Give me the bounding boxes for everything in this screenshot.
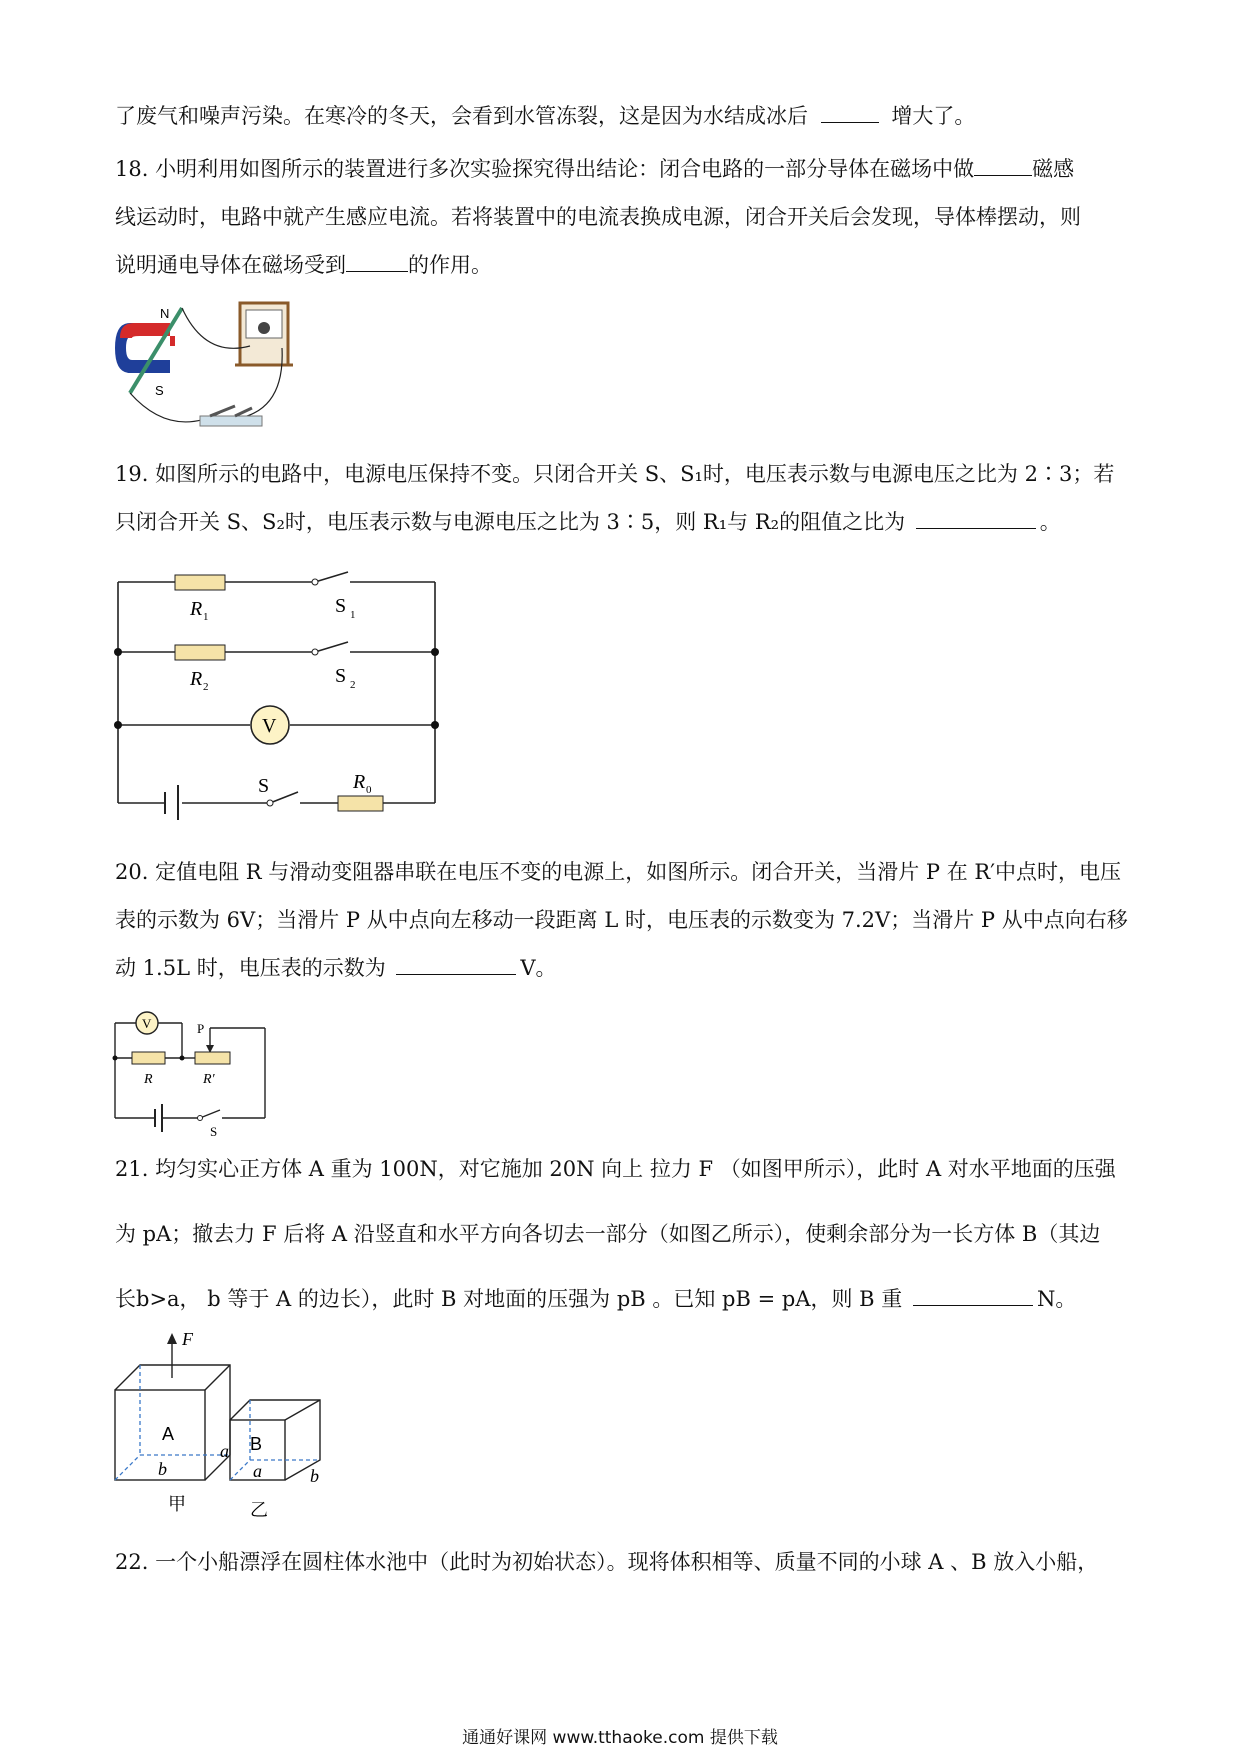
svg-text:乙: 乙 bbox=[250, 1500, 268, 1520]
svg-text:R′: R′ bbox=[203, 1072, 215, 1087]
parallel-circuit-figure bbox=[110, 560, 450, 820]
svg-text:R: R bbox=[144, 1072, 153, 1087]
resistor-r2 bbox=[175, 645, 225, 660]
svg-text:V: V bbox=[142, 1016, 152, 1031]
answer-blank bbox=[821, 102, 879, 123]
answer-blank bbox=[913, 1285, 1033, 1306]
svg-text:P: P bbox=[197, 1021, 205, 1036]
q20-line-1: 20. 定值电阻 R 与滑动变阻器串联在电压不变的电源上，如图所示。闭合开关，当滑片 P 在 R′中点时，电压 bbox=[115, 860, 1121, 884]
knife-switch bbox=[200, 416, 262, 426]
svg-text:a: a bbox=[220, 1441, 229, 1461]
svg-text:0: 0 bbox=[366, 784, 372, 796]
q21-line-2: 为 pA；撤去力 F 后将 A 沿竖直和水平方向各切去一部分（如图乙所示），使剩余部分为一长方体 B（其边 bbox=[115, 1222, 1101, 1246]
cube-figure bbox=[110, 1330, 370, 1520]
svg-text:甲: 甲 bbox=[168, 1494, 186, 1514]
answer-blank bbox=[396, 954, 516, 975]
svg-text:2: 2 bbox=[203, 681, 209, 693]
page-footer: 通通好课网 www.tthaoke.com 提供下载 bbox=[462, 1728, 778, 1748]
svg-text:S: S bbox=[155, 383, 164, 398]
q18-line-3: 说明通电导体在磁场受到 的作用。 bbox=[115, 253, 492, 277]
block-b bbox=[230, 1400, 320, 1480]
q20-line-3: 动 1.5L 时，电压表的示数为 V。 bbox=[115, 956, 557, 980]
q19-line-2: 只闭合开关 S、S₂时，电压表示数与电源电压之比为 3∶5，则 R₁与 R₂的阻值之比为 。 bbox=[115, 510, 1061, 534]
resistor-r bbox=[132, 1052, 165, 1064]
rheostat-r-prime bbox=[195, 1052, 230, 1064]
svg-text:R: R bbox=[190, 598, 203, 620]
svg-text:1: 1 bbox=[203, 611, 209, 623]
svg-text:V: V bbox=[262, 715, 277, 737]
conductor-rod bbox=[130, 308, 182, 393]
force-arrow-icon bbox=[167, 1333, 177, 1344]
resistor-r0 bbox=[338, 796, 383, 811]
meter-dial-icon bbox=[258, 322, 270, 334]
svg-text:b: b bbox=[158, 1459, 167, 1479]
q21-line-3: 长b>a， b 等于 A 的边长），此时 B 对地面的压强为 pB 。已知 pB = pA，则 B 重 N。 bbox=[115, 1287, 1077, 1311]
svg-text:B: B bbox=[250, 1434, 263, 1454]
answer-blank bbox=[346, 251, 408, 272]
svg-text:N: N bbox=[160, 306, 170, 321]
slider-circuit-figure bbox=[110, 1003, 270, 1138]
svg-text:S: S bbox=[210, 1124, 218, 1138]
q22-line-1: 22. 一个小船漂浮在圆柱体水池中（此时为初始状态）。现将体积相等、质量不同的小球 A 、B 放入小船， bbox=[115, 1550, 1099, 1574]
answer-blank bbox=[916, 508, 1036, 529]
svg-text:F: F bbox=[182, 1330, 193, 1349]
q17-line: 了废气和噪声污染。在寒冷的冬天，会看到水管冻裂，这是因为水结成冰后 增大了。 bbox=[115, 104, 976, 128]
svg-text:2: 2 bbox=[350, 679, 356, 691]
q20-line-2: 表的示数为 6V；当滑片 P 从中点向左移动一段距离 L 时，电压表的示数变为 7.2V；当滑片 P 从中点向右移 bbox=[115, 908, 1128, 932]
svg-text:R: R bbox=[190, 668, 203, 690]
svg-text:S: S bbox=[335, 595, 347, 617]
q18-line-2: 线运动时，电路中就产生感应电流。若将装置中的电流表换成电源，闭合开关后会发现，导体棒摆动，则 bbox=[115, 205, 1081, 229]
svg-text:R: R bbox=[353, 771, 366, 793]
svg-text:S: S bbox=[335, 665, 347, 687]
svg-text:1: 1 bbox=[350, 609, 356, 621]
q19-line-1: 19. 如图所示的电路中，电源电压保持不变。只闭合开关 S、S₁时，电压表示数与电源电压之比为 2∶3；若 bbox=[115, 462, 1115, 486]
svg-text:a: a bbox=[253, 1461, 262, 1481]
resistor-r1 bbox=[175, 575, 225, 590]
answer-blank bbox=[974, 155, 1032, 176]
svg-text:b: b bbox=[310, 1466, 319, 1486]
magnet-galvanometer-figure bbox=[110, 298, 310, 440]
svg-text:S: S bbox=[258, 775, 270, 797]
svg-text:A: A bbox=[162, 1424, 175, 1444]
q18-line-1: 18. 小明利用如图所示的装置进行多次实验探究得出结论：闭合电路的一部分导体在磁场中做 磁感 bbox=[115, 157, 1075, 181]
q21-line-1: 21. 均匀实心正方体 A 重为 100N，对它施加 20N 向上 拉力 F （如图甲所示），此时 A 对水平地面的压强 bbox=[115, 1157, 1116, 1181]
